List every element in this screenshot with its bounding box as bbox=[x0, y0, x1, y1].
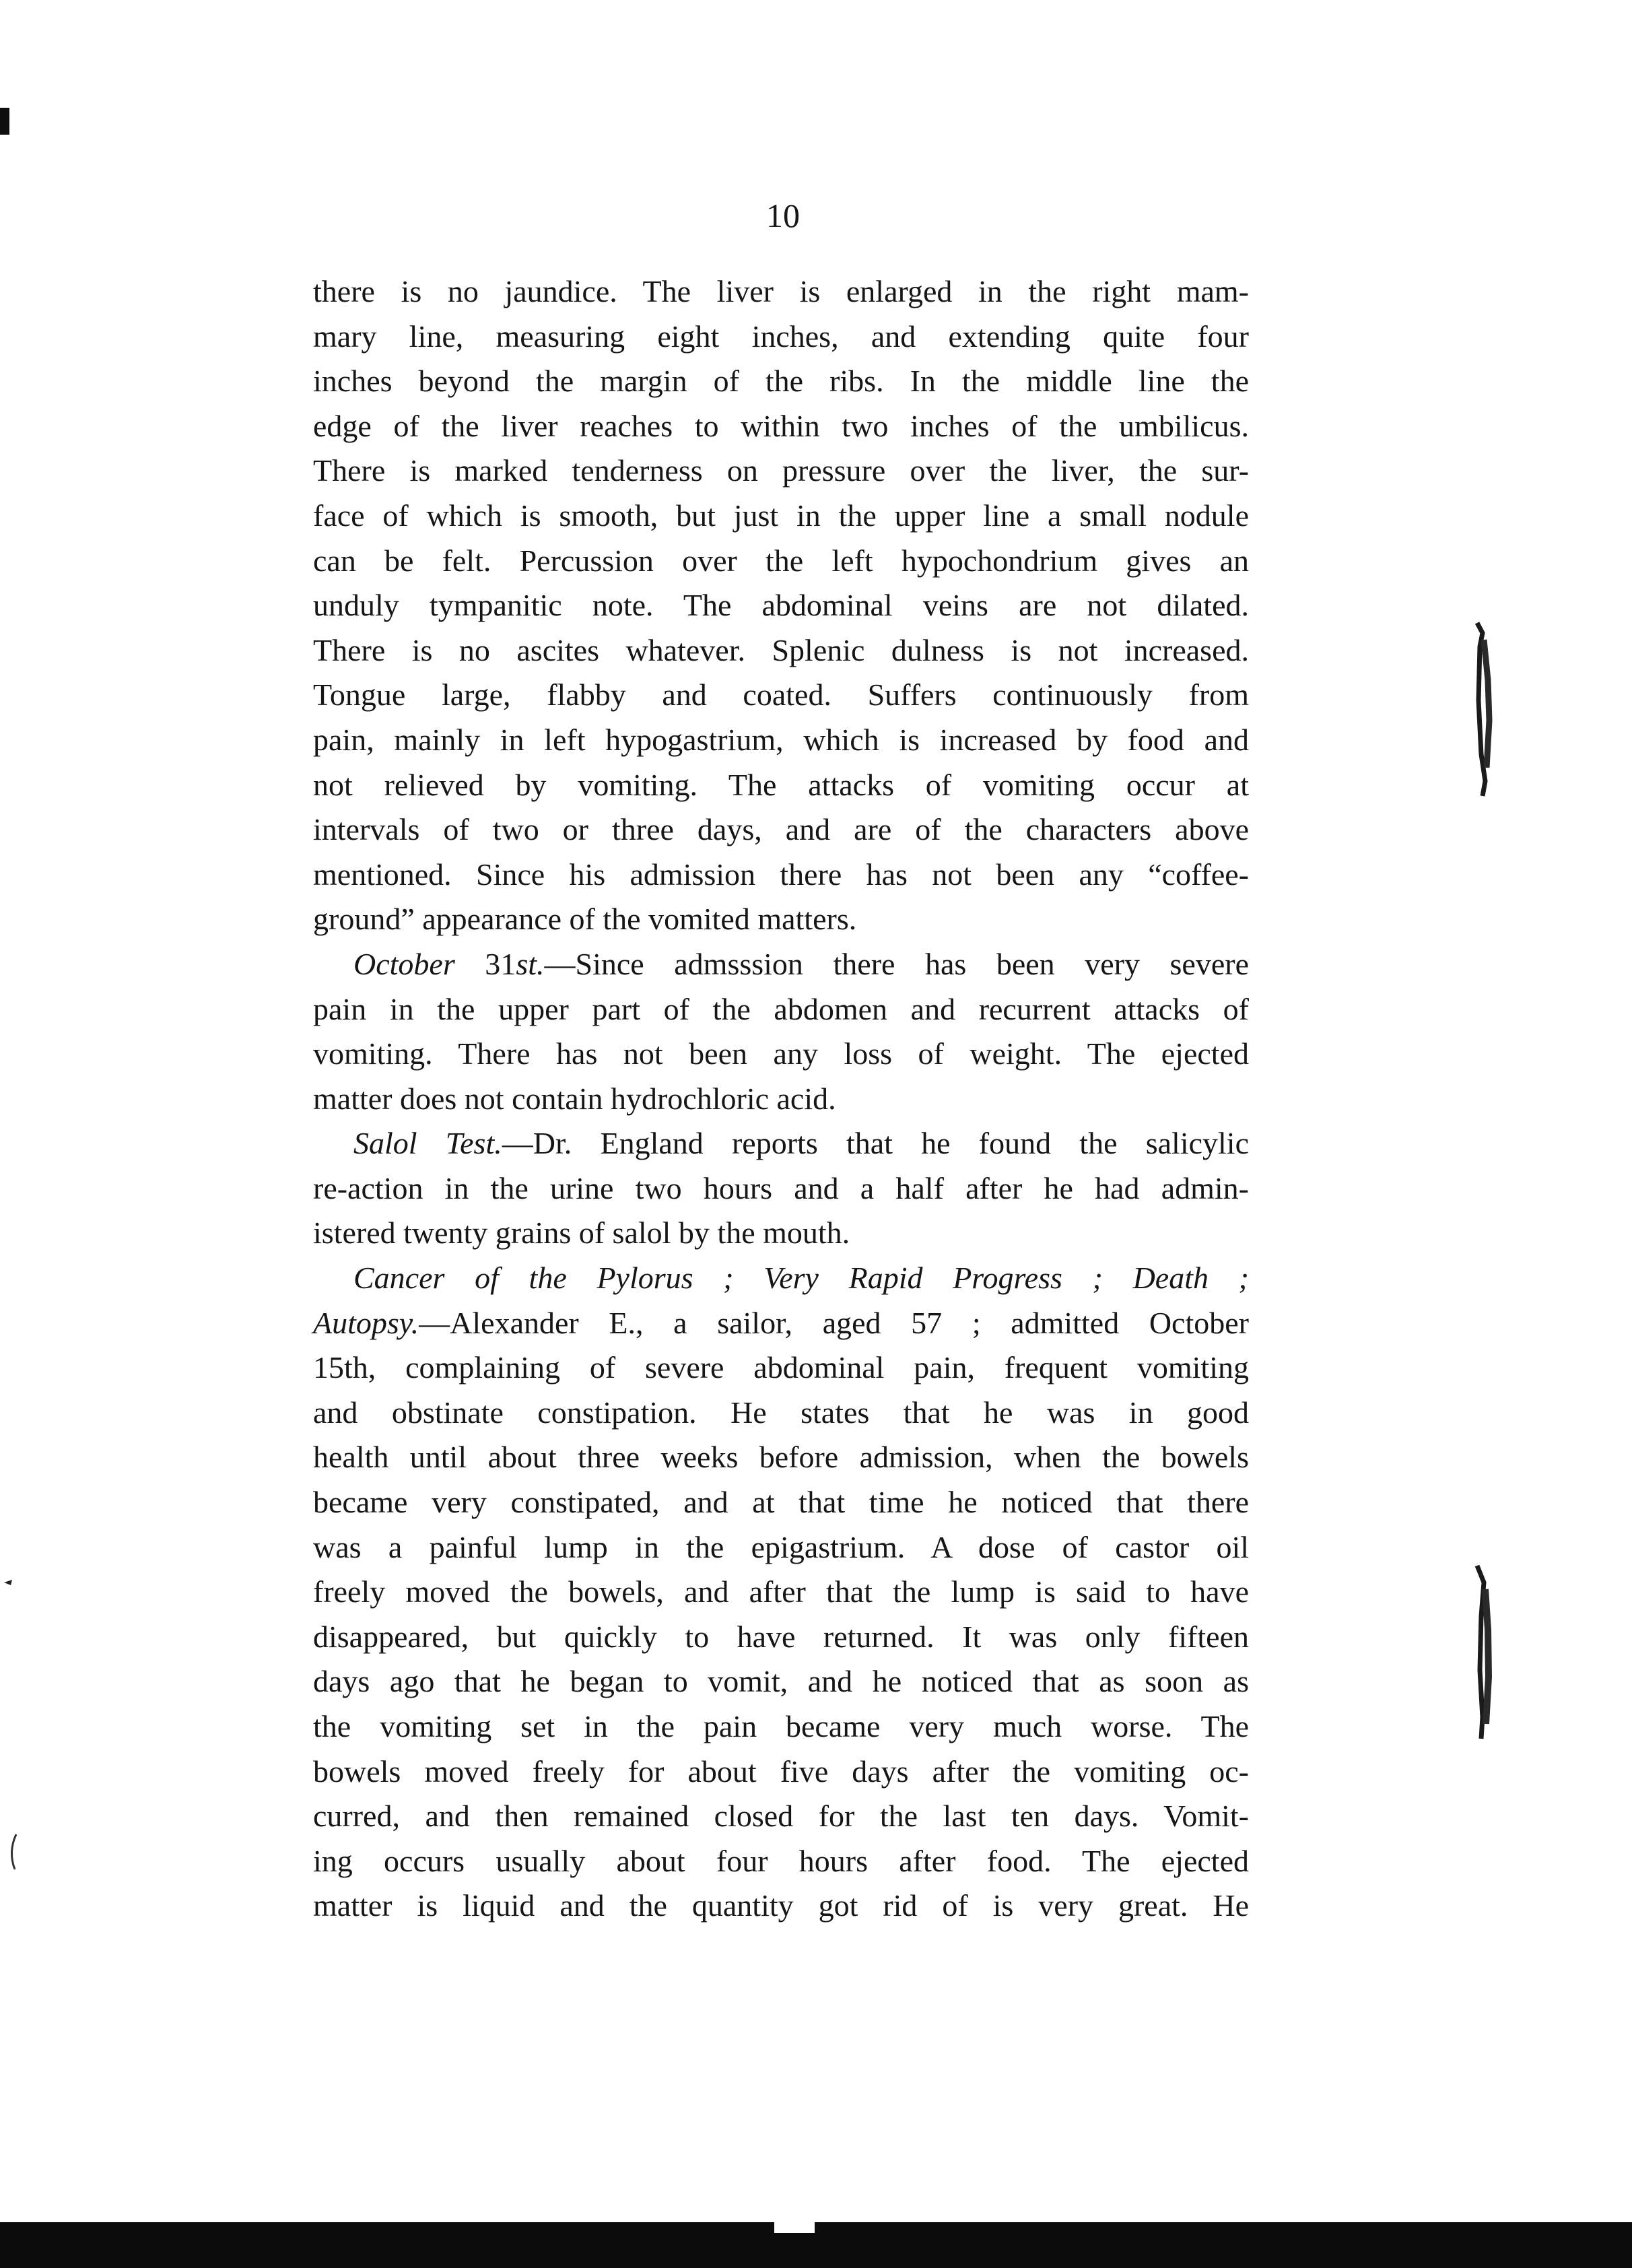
line-text: there is no jaundice. The liver is enlarged in the right mam- bbox=[313, 274, 1249, 308]
text-line bbox=[313, 1211, 1249, 1256]
italic-text: Salol Test. bbox=[353, 1126, 502, 1161]
line-text: pain in the upper part of the abdomen and recurrent attacks of bbox=[313, 991, 1249, 1026]
text-line bbox=[313, 853, 1249, 898]
line-text: mary line, measuring eight inches, and extending quite four bbox=[313, 319, 1249, 354]
line-text: mentioned. Since his admission there has not been any “coffee- bbox=[313, 857, 1249, 892]
scan-border-bottom bbox=[0, 2222, 1632, 2268]
text-line bbox=[313, 539, 1249, 584]
text-line bbox=[313, 1839, 1249, 1884]
line-text: There is no ascites whatever. Splenic dulness is not increased. bbox=[313, 632, 1249, 667]
line-text: intervals of two or three days, and are of the characters above bbox=[313, 812, 1249, 847]
line-text: Tongue large, flabby and coated. Suffers continuously from bbox=[313, 677, 1249, 712]
line-text: matter does not contain hydrochloric acid. bbox=[313, 1081, 836, 1116]
text-line bbox=[313, 807, 1249, 853]
text-line bbox=[313, 359, 1249, 404]
line-text: can be felt. Percussion over the left hypochondrium gives an bbox=[313, 543, 1249, 578]
line-text: was a painful lump in the epigastrium. A dose of castor oil bbox=[313, 1529, 1249, 1564]
text-line bbox=[313, 494, 1249, 539]
text-line bbox=[313, 583, 1249, 628]
line-text: health until about three weeks before admission, when the bowels bbox=[313, 1440, 1249, 1475]
edge-mark-left bbox=[4, 1832, 20, 1872]
line-text: inches beyond the margin of the ribs. In the middle line the bbox=[313, 364, 1249, 399]
body-text bbox=[313, 269, 1249, 1929]
line-text: —Since admsssion there has been very severe bbox=[544, 946, 1250, 981]
italic-text: October bbox=[353, 946, 455, 981]
text-line bbox=[313, 897, 1249, 942]
text-line bbox=[313, 314, 1249, 360]
line-text: disappeared, but quickly to have returned. It was only fifteen bbox=[313, 1619, 1249, 1654]
italic-text: Autopsy. bbox=[313, 1305, 419, 1340]
scan-edge-left-upper bbox=[0, 108, 9, 135]
line-text: curred, and then remained closed for the last ten days. Vomit- bbox=[313, 1799, 1249, 1834]
text-line bbox=[313, 628, 1249, 673]
line-text: There is marked tenderness on pressure over the liver, the sur- bbox=[313, 453, 1249, 488]
line-text: ing occurs usually about four hours after food. The ejected bbox=[313, 1843, 1249, 1878]
binding-mark-upper bbox=[1468, 620, 1501, 801]
text-line bbox=[313, 1121, 1249, 1166]
text-line bbox=[313, 1659, 1249, 1704]
line-text: 31 bbox=[454, 946, 516, 981]
line-text: and obstinate constipation. He states that he was in good bbox=[313, 1395, 1249, 1430]
line-text: re-action in the urine two hours and a half after he had admin- bbox=[313, 1170, 1249, 1205]
text-line bbox=[313, 1525, 1249, 1570]
line-text: —Dr. England reports that he found the salicylic bbox=[502, 1126, 1249, 1161]
text-line bbox=[313, 1301, 1249, 1346]
text-line bbox=[313, 1345, 1249, 1391]
line-text: —Alexander E., a sailor, aged 57 ; admitted October bbox=[419, 1305, 1249, 1340]
text-line bbox=[313, 1032, 1249, 1077]
line-text: matter is liquid and the quantity got rid of is very great. He bbox=[313, 1888, 1249, 1923]
text-line bbox=[313, 1077, 1249, 1122]
text-line bbox=[313, 942, 1249, 987]
line-text: edge of the liver reaches to within two inches of the umbilicus. bbox=[313, 408, 1249, 443]
text-line bbox=[313, 1794, 1249, 1839]
italic-text: Cancer of the Pylorus ; Very Rapid Progress ; Death ; bbox=[353, 1261, 1249, 1296]
text-line bbox=[313, 1570, 1249, 1615]
text-line bbox=[313, 718, 1249, 763]
text-line bbox=[313, 1749, 1249, 1795]
line-text: pain, mainly in left hypogastrium, which is increased by food and bbox=[313, 722, 1249, 757]
line-text: not relieved by vomiting. The attacks of vomiting occur at bbox=[313, 767, 1249, 802]
line-text: became very constipated, and at that time he noticed that there bbox=[313, 1485, 1249, 1520]
line-text: 15th, complaining of severe abdominal pain, frequent vomiting bbox=[313, 1350, 1249, 1385]
line-text: vomiting. There has not been any loss of weight. The ejected bbox=[313, 1036, 1249, 1071]
text-line bbox=[313, 987, 1249, 1032]
line-text: days ago that he began to vomit, and he noticed that as soon as bbox=[313, 1664, 1249, 1699]
line-text: face of which is smooth, but just in the upper line a small nodule bbox=[313, 498, 1249, 533]
line-text: ground” appearance of the vomited matters. bbox=[313, 902, 857, 937]
text-line bbox=[313, 1704, 1249, 1749]
text-line bbox=[313, 1883, 1249, 1929]
italic-text: st. bbox=[516, 946, 545, 981]
line-text: istered twenty grains of salol by the mouth. bbox=[313, 1215, 850, 1250]
binding-mark-lower bbox=[1468, 1562, 1501, 1744]
line-text: the vomiting set in the pain became very much worse. The bbox=[313, 1709, 1249, 1743]
line-text: unduly tympanitic note. The abdominal veins are not dilated. bbox=[313, 588, 1249, 623]
text-line bbox=[313, 673, 1249, 718]
text-line bbox=[313, 1480, 1249, 1525]
text-line bbox=[313, 1615, 1249, 1660]
line-text: bowels moved freely for about five days after the vomiting oc- bbox=[313, 1754, 1249, 1789]
text-line bbox=[313, 1166, 1249, 1211]
text-line bbox=[313, 763, 1249, 808]
text-line bbox=[313, 1391, 1249, 1436]
line-text: freely moved the bowels, and after that the lump is said to have bbox=[313, 1574, 1249, 1609]
text-line bbox=[313, 1435, 1249, 1480]
edge-dot-left bbox=[1, 1576, 15, 1589]
text-line bbox=[313, 404, 1249, 449]
page-number: 10 bbox=[766, 197, 800, 234]
text-line bbox=[313, 269, 1249, 314]
text-line bbox=[313, 1256, 1249, 1301]
text-line bbox=[313, 448, 1249, 494]
